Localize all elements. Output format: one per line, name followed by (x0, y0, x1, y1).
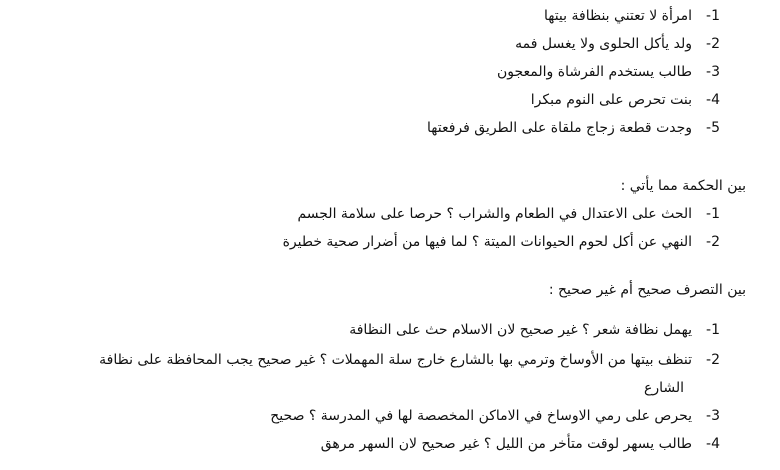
section-heading: بين التصرف صحيح أم غير صحيح : (548, 282, 746, 298)
item-text: النهي عن أكل لحوم الحيوانات الميتة ؟ لما فيها من أضرار صحية خطيرة (282, 234, 693, 250)
item-number: 3- (706, 408, 720, 424)
item-number: 3- (706, 64, 720, 80)
item-text: الحث على الاعتدال في الطعام والشراب ؟ حرصا على سلامة الجسم (297, 206, 693, 222)
item-number: 1- (706, 206, 720, 222)
item-text: طالب يسهر لوقت متأخر من الليل ؟ غير صحيح لان السهر مرهق (320, 436, 693, 452)
item-number: 2- (706, 352, 720, 368)
item-text: امرأة لا تعتني بنظافة بيتها (543, 8, 693, 24)
item-text: يحرص على رمي الاوساخ في الاماكن المخصصة لها في المدرسة ؟ صحيح (270, 408, 693, 424)
item-number: 2- (706, 234, 720, 250)
item-number: 1- (706, 322, 720, 338)
section-heading: بين الحكمة مما يأتي : (620, 178, 746, 194)
list-item (497, 62, 720, 82)
item-text: يهمل نظافة شعر ؟ غير صحيح لان الاسلام حث على النظافة (349, 322, 693, 338)
list-item (297, 204, 720, 224)
list-item (515, 34, 720, 54)
item-text-continuation: الشارع (643, 380, 684, 396)
list-item (99, 350, 720, 370)
list-item (321, 434, 720, 454)
item-text: تنظف بيتها من الأوساخ وترمي بها بالشارع خارج سلة المهملات ؟ غير صحيح يجب المحافظة على نظافة (99, 352, 693, 368)
item-text: ولد يأكل الحلوى ولا يغسل فمه (515, 36, 693, 52)
list-item (270, 406, 720, 426)
list-item (427, 118, 720, 138)
list-item (349, 320, 720, 340)
item-number: 5- (706, 120, 720, 136)
item-number: 2- (706, 36, 720, 52)
list-item (283, 232, 720, 252)
item-number: 4- (706, 92, 720, 108)
list-item (544, 6, 720, 26)
item-text: طالب يستخدم الفرشاة والمعجون (496, 64, 693, 80)
item-text: بنت تحرص على النوم مبكرا (530, 92, 693, 108)
item-number: 1- (706, 8, 720, 24)
item-number: 4- (706, 436, 720, 452)
list-item (531, 90, 720, 110)
item-text: وجدت قطعة زجاج ملقاة على الطريق فرفعتها (427, 120, 693, 136)
